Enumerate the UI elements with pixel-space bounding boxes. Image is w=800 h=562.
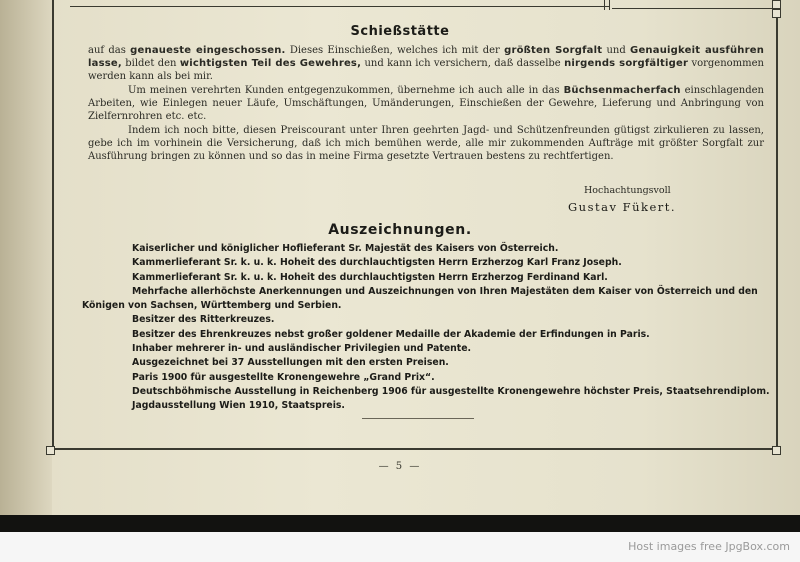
award-item: Jagdausstellung Wien 1910, Staatspreis. xyxy=(132,400,345,412)
award-item: Deutschböhmische Ausstellung in Reichenberg 1906 für ausgestellte Kronengewehre höchster Preis, Staatsehrendiplom. xyxy=(132,385,770,397)
award-item: Besitzer des Ehrenkreuzes nebst großer goldener Medaille der Akademie der Erfindungen in Paris. xyxy=(132,328,650,340)
awards-title: Auszeichnungen. xyxy=(328,222,472,238)
frame-corner-top-right xyxy=(772,0,781,9)
paragraph-request: Indem ich noch bitte, diesen Preiscourant unter Ihren geehrten Jagd- und Schützenfreunden gütigst zirkulieren zu lassen, gebe ich im vorhinein die Versicherung, daß ich mich bemühen werde, alle mir zukommenden Aufträge mit größter Sorgfalt zur Ausführung bringen zu können und so das in meine Firma gesetzte Vertrauen bestens zu rechtfertigen. xyxy=(88,125,764,163)
award-item: Mehrfache allerhöchste Anerkennungen und Auszeichnungen von Ihren Majestäten dem Kaiser von Österreich und den Königen von Sachsen, Württemberg und Serbien. xyxy=(82,285,758,312)
paragraph-shooting: auf das genaueste eingeschossen. Dieses Einschießen, welches ich mit der größten Sorgfalt und Genauigkeit ausführen lasse, bildet den wichtigsten Teil des Gewehres, und kann ich versichern, daß dasselbe nirgends sorgfältiger vorgenommen werden kann als bei mir. xyxy=(88,45,765,83)
closing-phrase: Hochachtungsvoll xyxy=(584,185,671,196)
frame-corner-top-right-lower xyxy=(772,9,781,18)
award-item: Ausgezeichnet bei 37 Ausstellungen mit den ersten Preisen. xyxy=(132,357,449,369)
bottom-rule xyxy=(362,418,474,419)
award-item: Paris 1900 für ausgestellte Kronengewehre „Grand Prix“. xyxy=(132,371,435,383)
award-item: Kammerlieferant Sr. k. u. k. Hoheit des durchlauchtigsten Herrn Erzherzog Ferdinand Karl. xyxy=(132,271,608,283)
award-item: Besitzer des Ritterkreuzes. xyxy=(132,314,275,326)
paragraph-gunsmith: Um meinen verehrten Kunden entgegenzukommen, übernehme ich auch alle in das Büchsenmacherfach einschlagenden Arbeiten, wie Einlegen neuer Läufe, Umschäftungen, Umänderungen, Einschießen der Gewehre, Lieferung und Anbringung von Zielfernrohren etc. etc. xyxy=(88,85,764,123)
award-item: Kaiserlicher und königlicher Hoflieferant Sr. Majestät des Kaisers von Österreich. xyxy=(132,243,559,254)
photo-dark-edge xyxy=(0,515,800,532)
frame-corner-bottom-right xyxy=(772,446,781,455)
page-shadow xyxy=(0,0,52,520)
signature: Gustav Fükert. xyxy=(568,200,677,214)
section-title: Schießstätte xyxy=(350,24,450,39)
award-item: Kammerlieferant Sr. k. u. k. Hoheit des durchlauchtigsten Herrn Erzherzog Karl Franz Joseph. xyxy=(132,257,622,269)
awards-list xyxy=(82,242,778,414)
page-number: — 5 — xyxy=(378,461,422,472)
frame-corner-bottom-left xyxy=(46,446,55,455)
host-watermark-link[interactable]: Host images free JpgBox.com xyxy=(628,540,790,553)
award-item: Inhaber mehrerer in- und ausländischer Privilegien und Patente. xyxy=(132,343,472,355)
